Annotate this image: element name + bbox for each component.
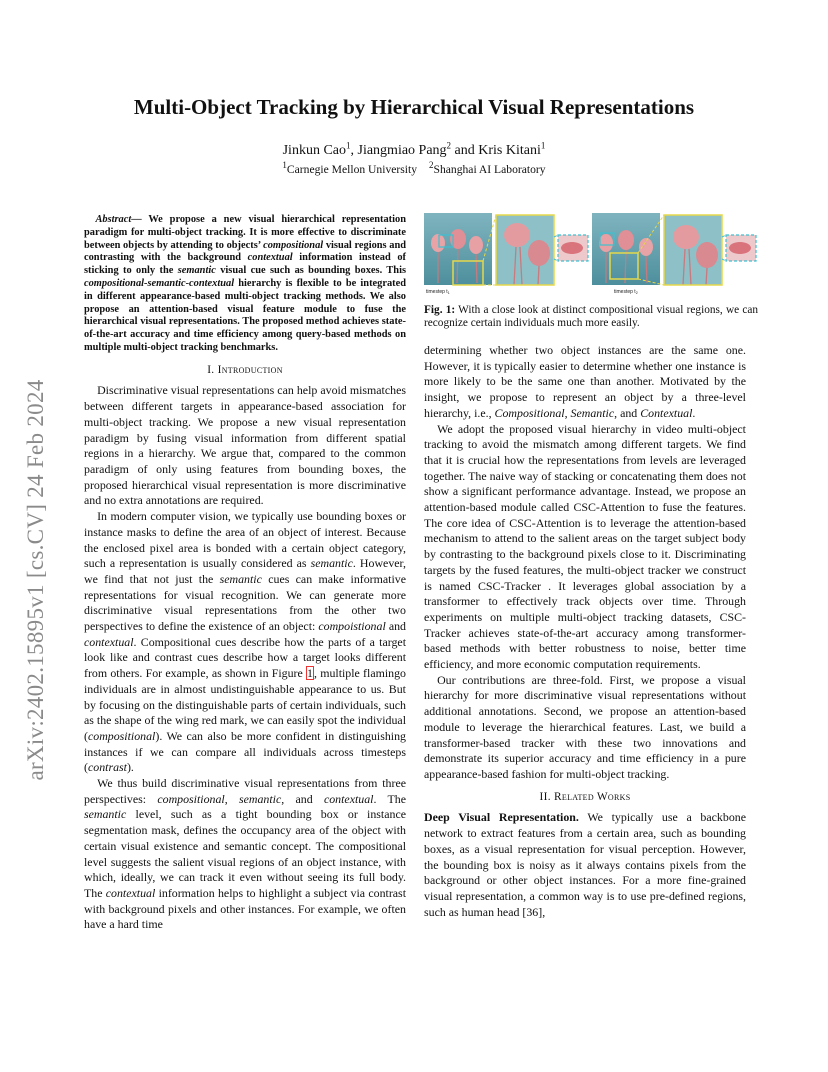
paragraph: Discriminative visual representations can help avoid mismatches between different targets in appearance-based association for multi-object tracking. We propose a new visual representation paradigm by fusing visual information from different spatial regions in a hierarchy. We argue that, compared to the common paradigm of only using features from bounding boxes, the proposed hierarchical visual representation is more discriminative and no extra annotations are required. — [84, 383, 406, 508]
detail-crop-1 — [558, 235, 588, 261]
timestep-1-label: timestep $t_1$ — [426, 289, 450, 295]
figure-flamingo-illustration — [424, 213, 758, 295]
detail-crop-2 — [726, 235, 756, 261]
frame-timestep-1 — [424, 213, 492, 285]
figure-caption: Fig. 1: With a close look at distinct compositional visual regions, we can recognize certain individuals much more easily. — [424, 304, 758, 330]
right-column — [424, 343, 746, 920]
zoom-crop-2 — [664, 215, 722, 285]
arxiv-identifier: arXiv:2402.15895v1 [cs.CV] 24 Feb 2024 — [23, 379, 48, 781]
run-in-heading: Deep Visual Representation. — [424, 810, 579, 825]
paragraph: We adopt the proposed visual hierarchy in video multi-object tracking to avoid the mismatch among different targets. We find that it is crucial how the representations from levels are leveraged together. The naive way of stacking or concatenating them does not show a significant performance advantage. Instead, we propose an attention-based module called CSC-Attention to fuse the features. The core idea of CSC-Attention is to leverage the attention-based mechanism to attend to the salient areas on the target subject body by contrasting to the background pixels close to it. Discriminating targets by the fused features, the multi-object tracker we construct is named CSC-Tracker . It leverages global association by a transformer to effectively track objects over time. Through experiments on multiple multi-object tracking datasets, CSC-Tracker achieves state-of-the-art accuracy among transformer-based methods with better robustness to noise, better time efficiency, and more economic computation requirements. — [424, 421, 746, 672]
paragraph: In modern computer vision, we typically use bounding boxes or instance masks to define the area of an object of interest. Because the enclosed pixel area is bonded with a certain object category, such a representation is usually considered as semantic. However, we find that not just the semantic cues can make informative representations for visual recognition. We can generate more discriminative visual representations from the other two perspectives to define the existence of an object: compoistional and contextual. Compositional cues describe how the parts of a target look like and contrast cues describe how a target looks different from others. For example, as shown in Figure 1, multiple flamingo individuals are in almost undistinguishable appearance to us. But by focusing on the distinguishable parts of certain individuals, such as the shape of the wing red mark, we can easily spot the individual (compositional). We can also be more confident in distinguishing instances if we can compare all individuals across timesteps (contrast). — [84, 509, 406, 775]
paper-title: Multi-Object Tracking by Hierarchical Visual Representations — [133, 95, 695, 119]
paragraph: Deep Visual Representation. We typically use a backbone network to extract features from a certain area, such as bounding boxes, as a visual representation for visual perception. However, the bounding box is noisy as it always contains pixels from the background or other object instances. For a more fine-grained visual representation, a common way is to use pre-defined regions, such as human head [36], — [424, 810, 746, 919]
figure-reference-link[interactable]: 1 — [307, 666, 313, 681]
left-column — [84, 214, 406, 933]
frame-timestep-2 — [592, 213, 660, 285]
zoom-crop-1 — [496, 215, 554, 285]
paragraph: We thus build discriminative visual representations from three perspectives: compositional, semantic, and contextual. The semantic level, such as a tight bounding box or instance segmentation mask, defines the occupancy area of the object with certain visual existence and semantic concept. The compositional level suggests the salient visual regions of an object instance, with which, ideally, we can track it even without seeing its full body. The contextual information helps to highlight a subject via contrast with background pixels and other instances. For example, we often have a hard time — [84, 776, 406, 932]
affiliations: $^1$Carnegie Mellon University $^2$Shanghai AI Laboratory — [282, 160, 546, 176]
paragraph: determining whether two object instances are the same one. However, it is typically easier to determine whether one instance is more likely to be the same one than another. Motivated by the insight, we propose to represent an object by a three-level hierarchy, i.e., Compositional, Semantic, and Contextual. — [424, 343, 746, 420]
abstract: Abstract— We propose a new visual hierarchical representation paradigm for multi-object tracking. It is more effective to discriminate between objects by attending to objects’ compositional visual regions and contrasting with the background contextual information instead of sticking to only the semantic visual cue such as bounding boxes. This compositional-semantic-contextual hierarchy is flexible to be integrated in different appearance-based multi-object tracking methods. We also propose an attention-based visual feature module to fuse the hierarchical visual representations. The proposed method achieves state-of-the-art accuracy and time efficiency among query-based methods on multiple multi-object tracking benchmarks. — [84, 214, 407, 353]
author-list: Jinkun Cao$^1$, Jiangmiao Pang$^2$ and Kris Kitani$^1$ — [282, 140, 546, 158]
section-heading-introduction: I. Introduction — [207, 363, 283, 376]
section-heading-related-works: II. Related Works — [539, 790, 631, 803]
paragraph: Our contributions are three-fold. First, we propose a visual hierarchy for more discriminative visual representations without additional annotations. Second, we propose an attention-based module to leverage the hierarchical features. Last, we build a transformer-based tracker with these two innovations and demonstrate its superior accuracy and time efficiency in a pure appearance-based fashion for multi-object tracking. — [424, 672, 746, 781]
timestep-2-label: timestep $t_2$ — [614, 289, 638, 295]
